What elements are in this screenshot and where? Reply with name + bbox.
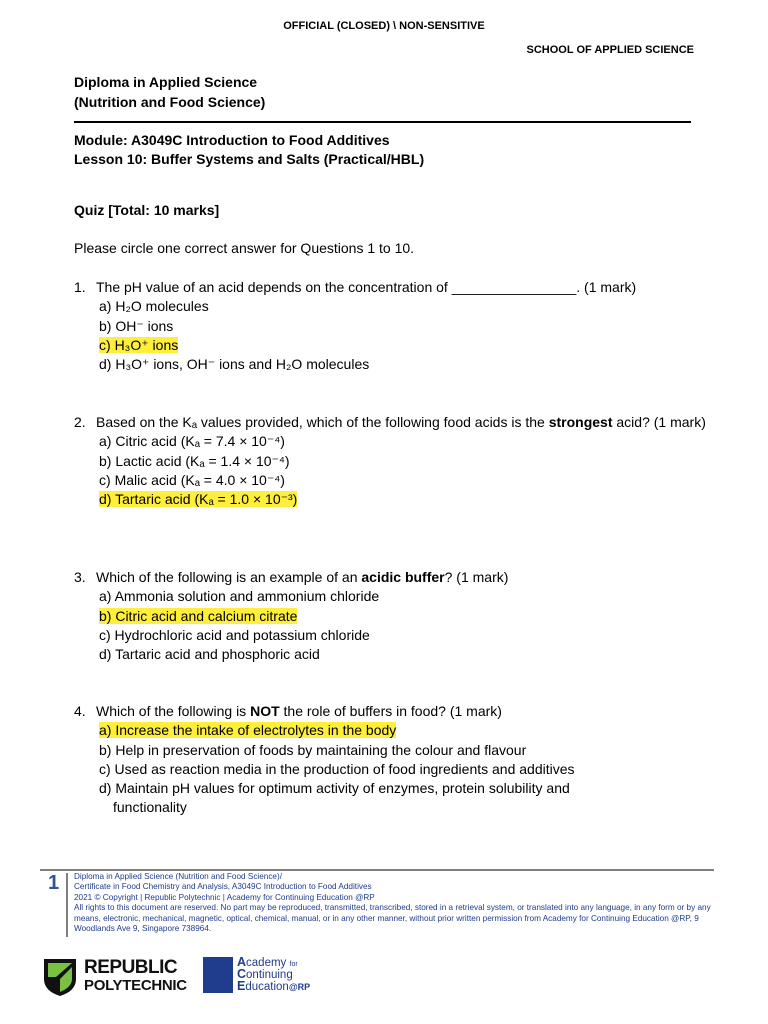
rp-logo-line-1: REPUBLIC <box>84 957 178 978</box>
ace-mark-icon <box>203 957 233 993</box>
question-number: 1. <box>74 279 86 295</box>
footer-text <box>74 872 714 934</box>
option-b[interactable] <box>99 607 714 626</box>
footer-line-2: Certificate in Food Chemistry and Analysis, A3049C Introduction to Food Additives <box>74 882 372 892</box>
option-b[interactable]: b) OH⁻ ions <box>99 317 174 334</box>
classification-label: OFFICIAL (CLOSED) \ NON-SENSITIVE <box>283 20 485 32</box>
footer-line-3: 2021 © Copyright | Republic Polytechnic | Academy for Continuing Education @RP <box>74 892 375 902</box>
question-2 <box>74 413 714 509</box>
answer-highlight: c) H₃O⁺ ions <box>99 336 179 353</box>
option-c[interactable] <box>99 336 714 355</box>
school-name: SCHOOL OF APPLIED SCIENCE <box>526 44 694 56</box>
emphasis-text: strongest <box>548 414 613 430</box>
option-c[interactable]: c) Used as reaction media in the production of food ingredients and additives <box>99 760 575 777</box>
emphasis-text: acidic buffer <box>361 569 445 585</box>
option-d[interactable]: d) Maintain pH values for optimum activity of enzymes, protein solubility and functionality <box>99 780 570 816</box>
footer-divider <box>66 873 68 937</box>
lesson-title: Lesson 10: Buffer Systems and Salts (Practical/HBL) <box>74 151 425 167</box>
academy-logo <box>203 955 333 997</box>
option-b[interactable]: b) Help in preservation of foods by maintaining the colour and flavour <box>99 741 527 758</box>
option-b[interactable]: b) Lactic acid (Kₐ = 1.4 × 10⁻⁴) <box>99 452 290 469</box>
option-a[interactable]: a) Ammonia solution and ammonium chloride <box>99 588 380 605</box>
option-a[interactable]: a) H₂O molecules <box>99 298 209 315</box>
answer-highlight: b) Citric acid and calcium citrate <box>99 607 298 624</box>
question-stem <box>74 278 714 297</box>
option-a[interactable] <box>99 721 714 740</box>
module-title: Module: A3049C Introduction to Food Additives <box>74 132 390 148</box>
question-stem: 3. Which of the following is an example of an acidic buffer? (1 mark) <box>74 568 714 587</box>
option-c[interactable]: c) Hydrochloric acid and potassium chloride <box>99 626 370 643</box>
question-text: The pH value of an acid depends on the concentration of ________________. (1 mark) <box>96 279 637 295</box>
option-d[interactable]: d) H₃O⁺ ions, OH⁻ ions and H₂O molecules <box>99 356 370 373</box>
diploma-title: Diploma in Applied Science <box>74 74 258 90</box>
option-c[interactable]: c) Malic acid (Kₐ = 4.0 × 10⁻⁴) <box>99 471 285 488</box>
question-number: 4. <box>74 703 86 719</box>
quiz-instruction: Please circle one correct answer for Questions 1 to 10. <box>74 240 415 256</box>
footer-line-4: All rights to this document are reserved. No part may be reproduced, transmitted, transcribed, stored in a retrieval system, or translated into any language, in any form or by any means, electronic, mechanical, magnetic, optical, chemical, manual, or in any other manner, without prior written permission from Academy for Continuing Education @RP, 9 Woodlands Ave 9, Singapore 738964. <box>74 903 711 934</box>
option-d[interactable]: d) Tartaric acid and phosphoric acid <box>99 646 320 663</box>
rp-shield-icon <box>42 955 78 997</box>
ace-logo-line-2: Continuing <box>237 967 293 981</box>
ace-logo-line-3: Education@RP <box>237 979 311 993</box>
answer-highlight: a) Increase the intake of electrolytes in the body <box>99 722 397 739</box>
answer-highlight: d) Tartaric acid (Kₐ = 1.0 × 10⁻³) <box>99 491 298 508</box>
title-rule <box>74 121 691 123</box>
quiz-title: Quiz [Total: 10 marks] <box>74 202 220 218</box>
question-1 <box>74 278 714 374</box>
option-a[interactable]: a) Citric acid (Kₐ = 7.4 × 10⁻⁴) <box>99 433 285 450</box>
question-number: 3. <box>74 569 86 585</box>
republic-polytechnic-logo <box>42 955 192 997</box>
question-3 <box>74 568 714 664</box>
diploma-subtitle: (Nutrition and Food Science) <box>74 94 266 110</box>
question-number: 2. <box>74 414 86 430</box>
rp-logo-line-2: POLYTECHNIC <box>84 977 187 994</box>
question-stem: 4. Which of the following is NOT the role of buffers in food? (1 mark) <box>74 702 714 721</box>
footer-rule <box>40 869 714 871</box>
page-number: 1 <box>48 872 60 894</box>
question-4 <box>74 702 714 818</box>
emphasis-text: NOT <box>250 703 280 719</box>
footer-line-1: Diploma in Applied Science (Nutrition and Food Science)/ <box>74 872 282 881</box>
ace-logo-line-1: Academy for <box>237 955 298 969</box>
question-stem: 2. Based on the Kₐ values provided, which of the following food acids is the strongest acid? (1 mark) <box>74 413 714 432</box>
option-d[interactable] <box>99 490 714 509</box>
